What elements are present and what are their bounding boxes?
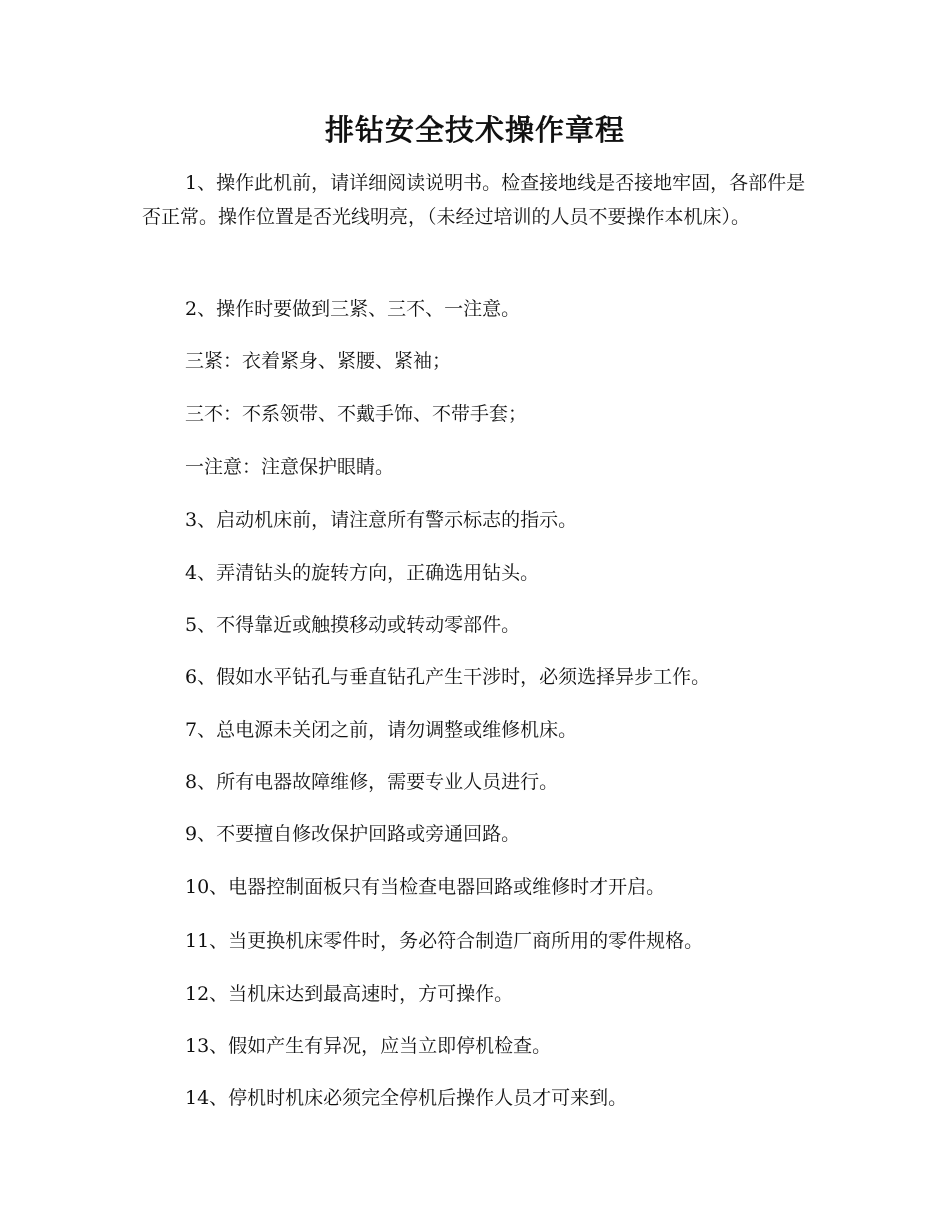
paragraph-10: 10、电器控制面板只有当检查电器回路或维修时才开启。 [185, 876, 666, 898]
paragraph-2: 2、操作时要做到三紧、三不、一注意。 [185, 298, 521, 320]
paragraph-8: 8、所有电器故障维修，需要专业人员进行。 [185, 771, 559, 793]
paragraph-3: 3、启动机床前，请注意所有警示标志的指示。 [185, 509, 578, 531]
paragraph-12: 12、当机床达到最高速时，方可操作。 [185, 983, 514, 1005]
paragraph-13: 13、假如产生有异况，应当立即停机检查。 [185, 1035, 552, 1057]
paragraph-4: 4、弄清钻头的旋转方向，正确选用钻头。 [185, 562, 540, 584]
document-title: 排钻安全技术操作章程 [324, 113, 625, 147]
paragraph-6: 6、假如水平钻孔与垂直钻孔产生干涉时，必须选择异步工作。 [185, 666, 711, 688]
paragraph-7: 7、总电源未关闭之前，请勿调整或维修机床。 [185, 719, 578, 741]
paragraph-one-attention: 一注意：注意保护眼睛。 [185, 456, 395, 478]
paragraph-9: 9、不要擅自修改保护回路或旁通回路。 [185, 823, 521, 845]
paragraph-three-not: 三不：不系领带、不戴手饰、不带手套； [185, 403, 528, 425]
paragraph-11: 11、当更换机床零件时，务必符合制造厂商所用的零件规格。 [185, 930, 704, 952]
paragraph-1: 1、操作此机前，请详细阅读说明书。检查接地线是否接地牢固，各部件是否正常。操作位置是否光线明亮，（未经过培训的人员不要操作本机床）。 [142, 172, 806, 228]
paragraph-14: 14、停机时机床必须完全停机后操作人员才可来到。 [185, 1087, 628, 1109]
paragraph-three-tight: 三紧：衣着紧身、紧腰、紧袖； [185, 350, 452, 372]
paragraph-5: 5、不得靠近或触摸移动或转动零部件。 [185, 614, 521, 636]
